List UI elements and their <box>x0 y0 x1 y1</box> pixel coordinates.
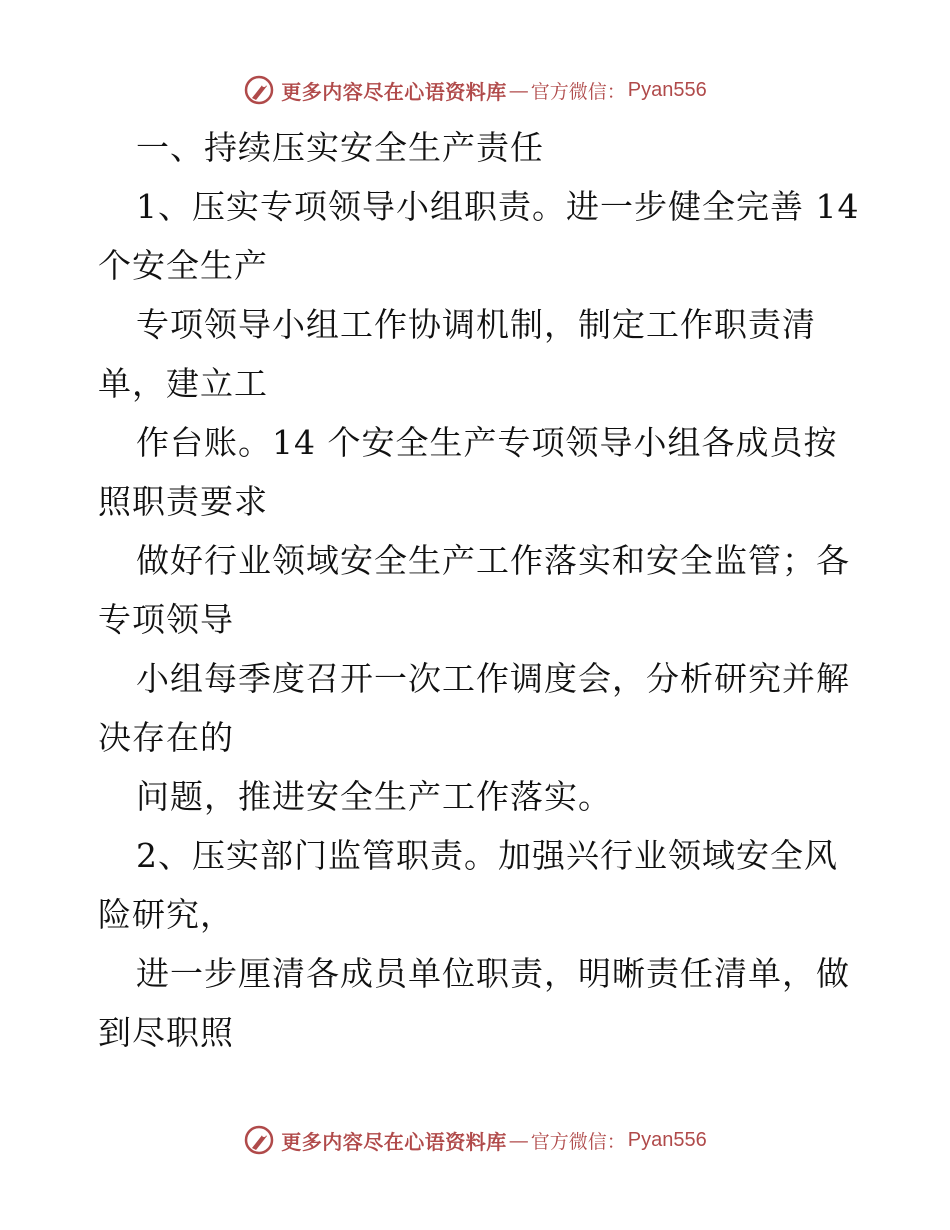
paragraph-line: 个安全生产 <box>98 246 268 285</box>
watermark-separator: — <box>508 78 529 102</box>
pen-nib-circle-icon <box>243 74 275 106</box>
paragraph-line: 专项领导小组工作协调机制，制定工作职责清 <box>136 305 816 344</box>
paragraph-line: 小组每季度召开一次工作调度会，分析研究并解 <box>136 659 850 698</box>
paragraph-line: 到尽职照 <box>98 1013 234 1052</box>
section-heading: 一、持续压实安全生产责任 <box>136 128 544 167</box>
paragraph-line: 做好行业领域安全生产工作落实和安全监管；各 <box>136 541 850 580</box>
watermark-wechat-id: Pyan556 <box>627 1128 707 1151</box>
pen-nib-circle-icon <box>243 1124 275 1156</box>
watermark-separator: — <box>508 1128 529 1152</box>
paragraph-line: 单，建立工 <box>98 364 268 403</box>
footer-watermark <box>0 1120 950 1160</box>
paragraph-line: 照职责要求 <box>98 482 268 521</box>
paragraph-line: 1、压实专项领导小组职责。进一步健全完善 14 <box>136 187 860 226</box>
paragraph-line: 决存在的 <box>98 718 234 757</box>
watermark-site-text: 更多内容尽在心语资料库 <box>281 1129 507 1154</box>
watermark-site-text: 更多内容尽在心语资料库 <box>281 79 507 104</box>
watermark-wechat-label: 官方微信： <box>530 1130 626 1153</box>
watermark-wechat-id: Pyan556 <box>627 78 707 101</box>
paragraph-line: 作台账。14 个安全生产专项领导小组各成员按 <box>136 423 838 462</box>
paragraph-line: 进一步厘清各成员单位职责，明晰责任清单，做 <box>136 954 850 993</box>
paragraph-line: 险研究， <box>98 895 234 934</box>
header-watermark <box>0 70 950 110</box>
paragraph-line: 问题，推进安全生产工作落实。 <box>136 777 612 816</box>
paragraph-line: 专项领导 <box>98 600 234 639</box>
paragraph-line: 2、压实部门监管职责。加强兴行业领域安全风 <box>136 836 838 875</box>
watermark-wechat-label: 官方微信： <box>530 80 626 103</box>
document-body <box>98 118 858 1062</box>
